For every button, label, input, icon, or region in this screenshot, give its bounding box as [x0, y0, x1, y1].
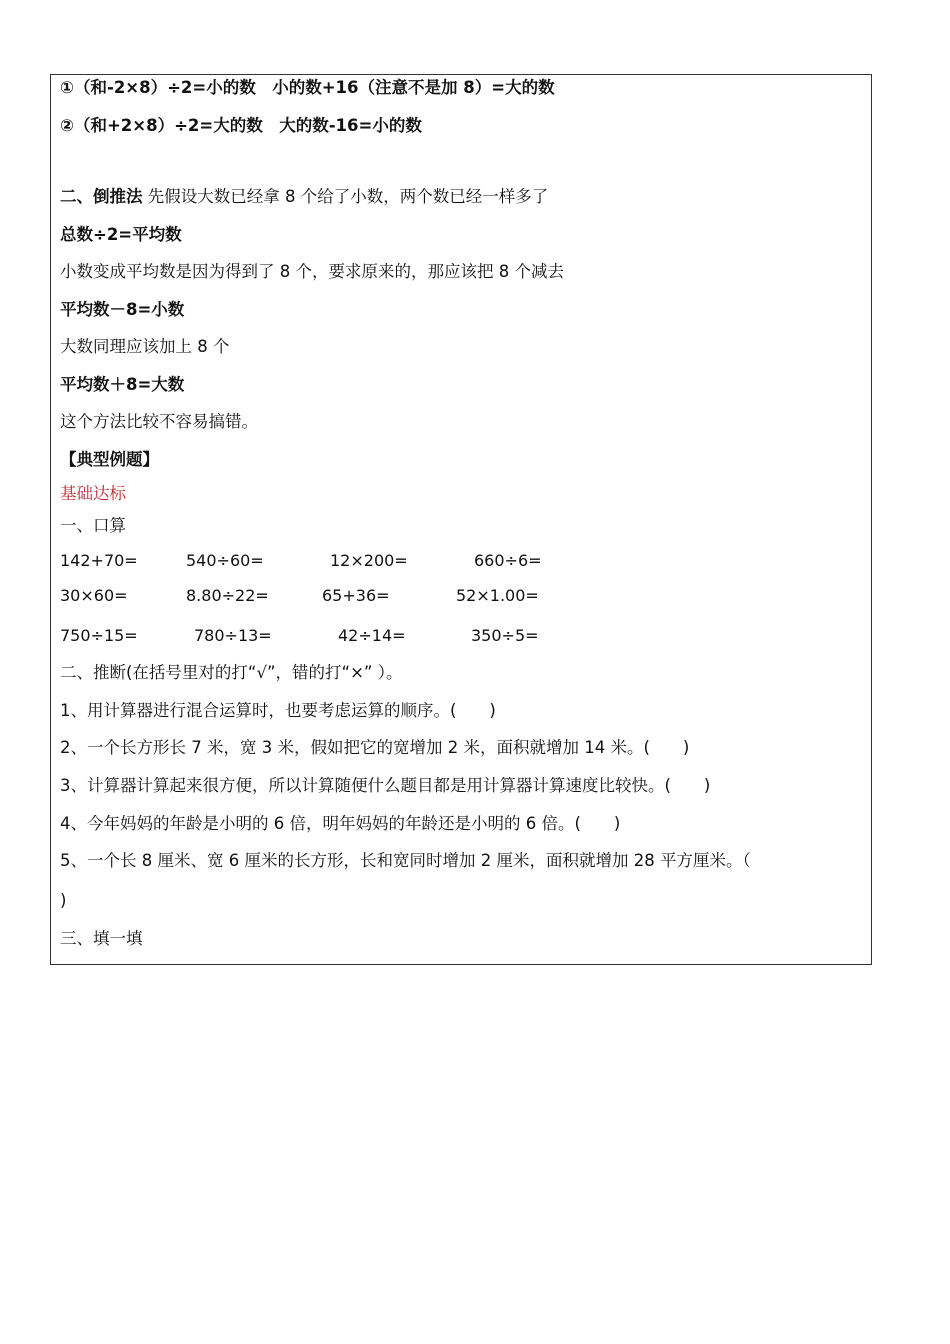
oral-cell-r2c1: 30×60= — [60, 586, 128, 605]
judge-item-1: 1、用计算器进行混合运算时，也要考虑运算的顺序。( ) — [60, 701, 496, 720]
judge-item-3: 3、计算器计算起来很方便，所以计算随便什么题目都是用计算器计算速度比较快。( ) — [60, 776, 711, 795]
method2-text-1: 小数变成平均数是因为得到了 8 个，要求原来的，那应该把 8 个减去 — [60, 262, 564, 281]
formula-line-1: ①（和-2×8）÷2=小的数 小的数+16（注意不是加 8）=大的数 — [60, 78, 555, 97]
oral-cell-r3c4: 350÷5= — [471, 626, 539, 645]
method2-text-3: 这个方法比较不容易搞错。 — [60, 412, 258, 431]
oral-cell-r3c3: 42÷14= — [338, 626, 406, 645]
oral-cell-r3c1: 750÷15= — [60, 626, 138, 645]
oral-cell-r1c1: 142+70= — [60, 551, 138, 570]
oral-cell-r3c2: 780÷13= — [194, 626, 272, 645]
oral-cell-r2c2: 8.80÷22= — [186, 586, 269, 605]
oral-cell-r1c2: 540÷60= — [186, 551, 264, 570]
method2-heading: 二、倒推法 — [60, 187, 143, 206]
judge-item-2: 2、一个长方形长 7 米，宽 3 米，假如把它的宽增加 2 米，面积就增加 14 米。( ) — [60, 738, 690, 757]
fill-heading: 三、填一填 — [60, 929, 143, 948]
method2-text-2: 大数同理应该加上 8 个 — [60, 337, 230, 356]
examples-heading: 【典型例题】 — [60, 450, 159, 469]
judge-item-4: 4、今年妈妈的年龄是小明的 6 倍，明年妈妈的年龄还是小明的 6 倍。( ) — [60, 814, 621, 833]
method2-formula-1: 总数÷2=平均数 — [60, 225, 182, 244]
formula-line-2: ②（和+2×8）÷2=大的数 大的数-16=小的数 — [60, 116, 422, 135]
method2-intro-line — [60, 187, 548, 207]
method2-formula-3: 平均数＋8=大数 — [60, 375, 185, 394]
oral-cell-r1c3: 12×200= — [330, 551, 408, 570]
judge-item-5: 5、一个长 8 厘米、宽 6 厘米的长方形，长和宽同时增加 2 厘米，面积就增加 28 平方厘米。（ — [60, 851, 751, 870]
method2-intro: 先假设大数已经拿 8 个给了小数，两个数已经一样多了 — [142, 187, 549, 206]
judge-item-5-cont: ) — [60, 891, 67, 910]
basic-heading: 基础达标 — [60, 484, 126, 503]
oral-cell-r1c4: 660÷6= — [474, 551, 542, 570]
oral-heading: 一、口算 — [60, 516, 126, 535]
oral-cell-r2c3: 65+36= — [322, 586, 390, 605]
method2-formula-2: 平均数－8=小数 — [60, 300, 185, 319]
oral-cell-r2c4: 52×1.00= — [456, 586, 539, 605]
judge-heading: 二、推断(在括号里对的打“√”，错的打“×” ）。 — [60, 663, 403, 682]
